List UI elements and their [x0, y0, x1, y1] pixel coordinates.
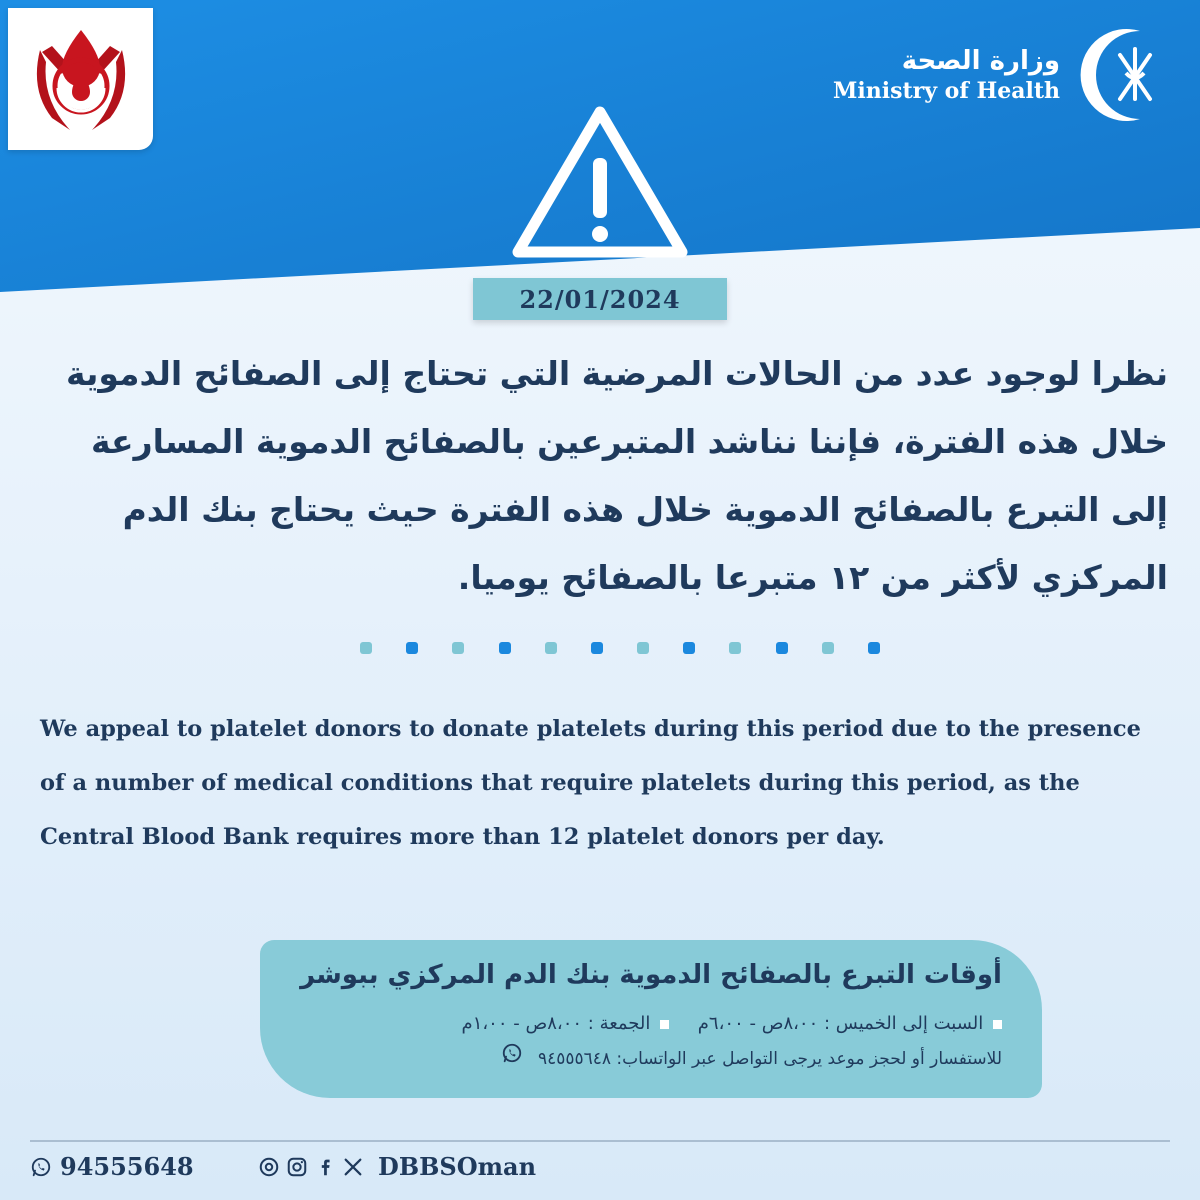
blood-bank-logo [8, 8, 153, 150]
divider-dot [868, 642, 880, 654]
ministry-name-arabic: وزارة الصحة [901, 46, 1060, 76]
footer-phone-number: 94555648 [60, 1152, 194, 1181]
date-badge: 22/01/2024 [473, 278, 727, 320]
divider-dot [591, 642, 603, 654]
contact-line [300, 1042, 1002, 1076]
blood-drop-logo-icon [22, 20, 140, 138]
whatsapp-icon[interactable] [501, 1042, 523, 1076]
divider-dot [406, 642, 418, 654]
divider-dot [545, 642, 557, 654]
footer-phone[interactable] [30, 1152, 194, 1181]
arabic-appeal-text: نظرا لوجود عدد من الحالات المرضية التي تحتاج إلى الصفائح الدموية خلال هذه الفترة، فإننا نناشد المتبرعين بالصفائح الدموية المسارعة إلى التبرع بالصفائح الدموية خلال هذه الفترة حيث يحتاج بنك الدم المركزي لأكثر من ١٢ متبرعا بالصفائح يوميا. [65, 354, 1168, 597]
facebook-icon[interactable] [314, 1156, 336, 1178]
threads-icon[interactable] [258, 1156, 280, 1178]
divider-dot [729, 642, 741, 654]
ministry-text [833, 46, 1060, 104]
warning-icon [510, 100, 690, 265]
x-icon[interactable] [342, 1156, 364, 1178]
ministry-branding [832, 20, 1172, 130]
divider-dot [499, 642, 511, 654]
footer-social-handle: DBBSOman [378, 1152, 537, 1181]
footer-social [258, 1152, 536, 1181]
divider-dot [452, 642, 464, 654]
dot-divider [360, 642, 880, 656]
divider-dot [683, 642, 695, 654]
divider-dot [822, 642, 834, 654]
hours-title: أوقات التبرع بالصفائح الدموية بنك الدم المركزي ببوشر [300, 960, 1002, 990]
whatsapp-icon [30, 1156, 52, 1178]
weekday-hours: السبت إلى الخميس : ٨،٠٠ص - ٦،٠٠م [697, 1013, 984, 1034]
divider-dot [637, 642, 649, 654]
bullet-square [993, 1020, 1002, 1029]
donation-hours-box [260, 940, 1042, 1098]
english-appeal-text: We appeal to platelet donors to donate platelets during this period due to the presence of a number of medical conditions that require platelets during this period, as the Central Blood Bank requires more than 12 platelet donors per day. [40, 716, 1141, 850]
friday-hours: الجمعة : ٨،٠٠ص - ١،٠٠م [461, 1013, 651, 1034]
contact-text: للاستفسار أو لحجز موعد يرجى التواصل عبر الواتساب: ٩٤٥٥٥٦٤٨ [537, 1049, 1002, 1069]
footer-divider [30, 1140, 1170, 1142]
ministry-crescent-emblem-icon [1080, 25, 1172, 125]
ministry-name-english: Ministry of Health [833, 78, 1060, 104]
hours-schedule [300, 1006, 1002, 1042]
footer [0, 1140, 1200, 1200]
divider-dot [776, 642, 788, 654]
instagram-icon[interactable] [286, 1156, 308, 1178]
bullet-square [660, 1020, 669, 1029]
divider-dot [360, 642, 372, 654]
